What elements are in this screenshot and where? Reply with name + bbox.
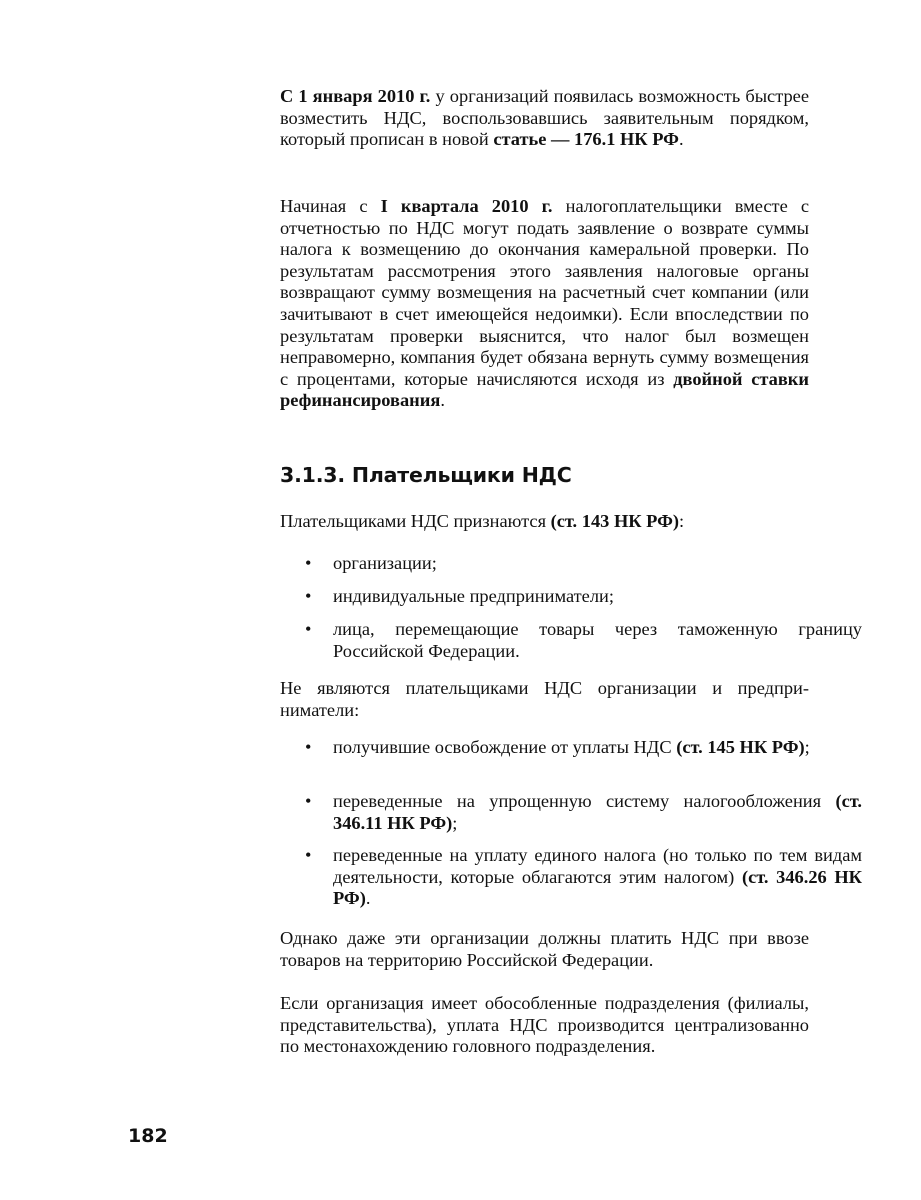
bullet-icon: • [305, 791, 312, 811]
paragraph-branches [280, 993, 809, 1058]
bullet-icon: • [305, 619, 312, 639]
bullet-icon: • [305, 586, 312, 606]
text-run: Начиная с [280, 196, 381, 216]
text-run: налогоплательщики вместе с отчетностью по НДС могут подать заявление о возврате суммы налога к возмещению до окончания камеральной проверки. По результатам рассмотрения этого заявления налоговые органы возвращают сумму возмещения на расчетный счет компании (или зачитывают в счет имеющейся недоимки). Если впоследствии по результатам проверки выяснится, что налог был возмещен неправомерно, компания будет обязана вернуть сумму возмещения с процентами, которые начисляются исходя из [280, 196, 810, 389]
paragraph-text [280, 196, 809, 412]
text-run: Не являются плательщиками НДС организации и предприниматели: [280, 678, 809, 720]
paragraph-text [280, 678, 809, 721]
text-run: ; [452, 812, 458, 833]
paragraph-text [280, 86, 809, 151]
text-run: организации; [333, 553, 437, 573]
text-run: Плательщиками НДС признаются [280, 511, 551, 531]
paragraph-declaratory-procedure [280, 196, 809, 412]
text-run: . [678, 129, 684, 150]
paragraph-text [280, 928, 809, 971]
paragraph-vat-refund-2010 [280, 86, 809, 151]
list-item [280, 586, 862, 608]
paragraph-non-payers-intro [280, 678, 809, 721]
paragraph-import-vat [280, 928, 809, 971]
list-item-text [333, 845, 862, 910]
text-run: : [679, 511, 685, 531]
page-number: 182 [128, 1125, 168, 1147]
bullet-icon: • [305, 845, 312, 865]
bold-date: С 1 января 2010 г. [280, 86, 431, 106]
bold-article-ref: статье — 176.1 НК РФ [493, 129, 679, 150]
list-item [280, 845, 862, 910]
text-run: . [440, 390, 445, 411]
bold-article-ref: (ст. 143 НК РФ) [550, 511, 680, 531]
text-run: переведенные на уплату единого налога (но только по тем видам деятельности, которые облагаются этим налогом) [333, 845, 862, 887]
text-run: лица, перемещающие товары через таможенную границу Российской Федерации. [333, 619, 862, 661]
list-item-text [333, 553, 862, 575]
paragraph-text [280, 511, 809, 533]
paragraph-text [280, 993, 809, 1058]
bullet-icon: • [305, 737, 312, 757]
text-run: Однако даже эти организации должны платить НДС при ввозе товаров на территорию Российской Федерации. [280, 928, 809, 970]
text-run: Если организация имеет обособленные подразделения (филиалы, представительства), уплата НДС производится централизованно по местонахождению головного подразделения. [280, 993, 809, 1057]
bold-refinancing-rate: двойной ставки рефинансирования [280, 368, 809, 411]
bullet-icon: • [305, 553, 312, 573]
text-run: индивидуальные предприниматели; [333, 586, 614, 606]
bold-article-ref: (ст. 346.11 НК РФ) [333, 791, 862, 833]
list-item-text [333, 791, 862, 834]
list-item-text [333, 586, 862, 608]
list-item-text [333, 619, 862, 662]
section-heading: 3.1.3. Плательщики НДС [280, 463, 572, 487]
text-run: ; [804, 737, 810, 757]
text-run: у организаций появилась возможность быстрее возместить НДС, воспользовавшись заявительным порядком, который прописан в новой [280, 86, 809, 150]
text-run: получившие освобождение от уплаты НДС [333, 737, 677, 757]
list-item [280, 553, 862, 575]
bold-article-ref: (ст. 145 НК РФ) [676, 737, 805, 757]
list-item [280, 737, 862, 759]
bold-quarter: I квартала 2010 г. [380, 196, 553, 216]
list-item-text [333, 737, 862, 759]
bold-article-ref: (ст. 346.26 НК РФ) [333, 866, 862, 909]
text-run: . [365, 888, 371, 909]
list-item [280, 791, 862, 834]
text-run: переведенные на упрощенную систему налогообложения [333, 791, 836, 811]
paragraph-payers-intro [280, 511, 809, 533]
list-item [280, 619, 862, 662]
